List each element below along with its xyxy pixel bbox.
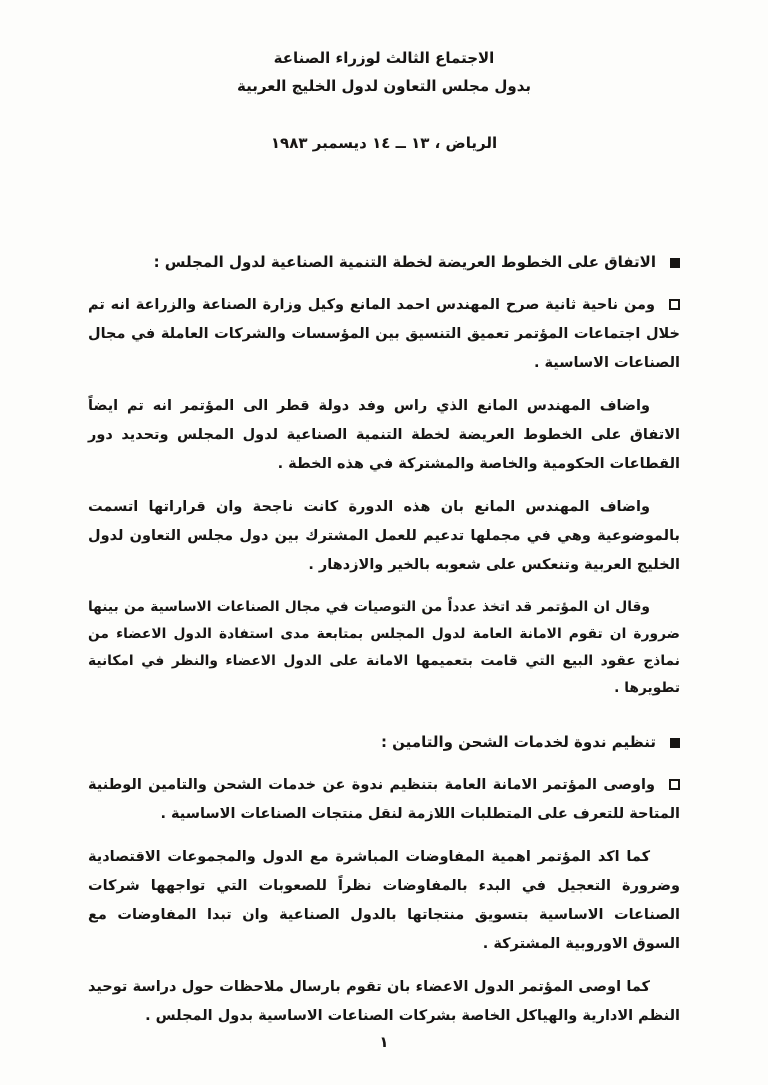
- page-number: ١: [379, 1033, 389, 1051]
- title-line-1: الاجتماع الثالث لوزراء الصناعة: [273, 49, 495, 67]
- paragraph: [88, 291, 680, 378]
- paragraph-text: كما اكد المؤتمر اهمية المفاوضات المباشرة مع الدول والمجموعات الاقتصادية وضرورة التعجيل في البدء بالمفاوضات نظراً للصعوبات التي تواجهها شركات الصناعات الاساسية بتسويق منتجاتها بالدول الصناعية وان تبدا المفاوضات مع السوق الاوروبية المشتركة .: [88, 849, 680, 952]
- section-heading-2-text: تنظيم ندوة لخدمات الشحن والتامين :: [380, 733, 656, 751]
- paragraph-text: واوصى المؤتمر الامانة العامة بتنظيم ندوة عن خدمات الشحن والتامين الوطنية المتاحة للتعرف على المتطلبات اللازمة لنقل منتجات الصناعات الاساسية .: [88, 777, 680, 822]
- title-line-2: بدول مجلس التعاون لدول الخليج العربية: [237, 77, 531, 95]
- filled-square-bullet-icon: [670, 258, 680, 268]
- paragraph: [88, 493, 680, 580]
- paragraph-text: واضاف المهندس المانع الذي راس وفد دولة قطر الى المؤتمر انه تم ايضاً الاتفاق على الخطوط العريضة لخطة التنمية الصناعية لدول المجلس وتحديد دور القطاعات الحكومية والخاصة والمشتركة في هذه الخطة .: [88, 398, 680, 472]
- filled-square-bullet-icon: [670, 738, 680, 748]
- hollow-square-bullet-icon: [669, 779, 680, 790]
- paragraph: [88, 771, 680, 829]
- section-heading-1: [88, 248, 680, 277]
- paragraph-text: ومن ناحية ثانية صرح المهندس احمد المانع وكيل وزارة الصناعة والزراعة انه تم خلال اجتماعات المؤتمر تعميق التنسيق بين المؤسسات والشركات العاملة في مجال الصناعات الاساسية .: [88, 297, 680, 371]
- paragraph: [88, 392, 680, 479]
- paragraph: [88, 594, 680, 702]
- paragraph-text: وقال ان المؤتمر قد اتخذ عدداً من التوصيات في مجال الصناعات الاساسية من بينها ضرورة ان تقوم الامانة العامة لدول المجلس بمتابعة مدى استفادة الدول الاعضاء من نماذج عقود البيع التي قامت بتعميمها الامانة على الدول الاعضاء والنظر في امكانية تطويرها .: [88, 599, 680, 696]
- document-header: [88, 44, 680, 152]
- paragraph-text: كما اوصى المؤتمر الدول الاعضاء بان تقوم بارسال ملاحظات حول دراسة توحيد النظم الادارية والهياكل الخاصة بشركات الصناعات الاساسية بدول المجلس .: [88, 979, 680, 1024]
- paragraph: [88, 973, 680, 1031]
- document-body: [88, 248, 680, 1031]
- date-line: الرياض ، ١٣ ــ ١٤ ديسمبر ١٩٨٣: [270, 134, 498, 152]
- paragraph-text: واضاف المهندس المانع بان هذه الدورة كانت ناجحة وان قراراتها اتسمت بالموضوعية وهي في مجملها تدعيم للعمل المشترك بين دول مجلس التعاون لدول الخليج العربية وتنعكس على شعوبه بالخير والازدهار .: [88, 499, 680, 573]
- section-heading-2: [88, 728, 680, 757]
- hollow-square-bullet-icon: [669, 299, 680, 310]
- section-heading-1-text: الاتفاق على الخطوط العريضة لخطة التنمية الصناعية لدول المجلس :: [153, 253, 656, 271]
- paragraph: [88, 843, 680, 959]
